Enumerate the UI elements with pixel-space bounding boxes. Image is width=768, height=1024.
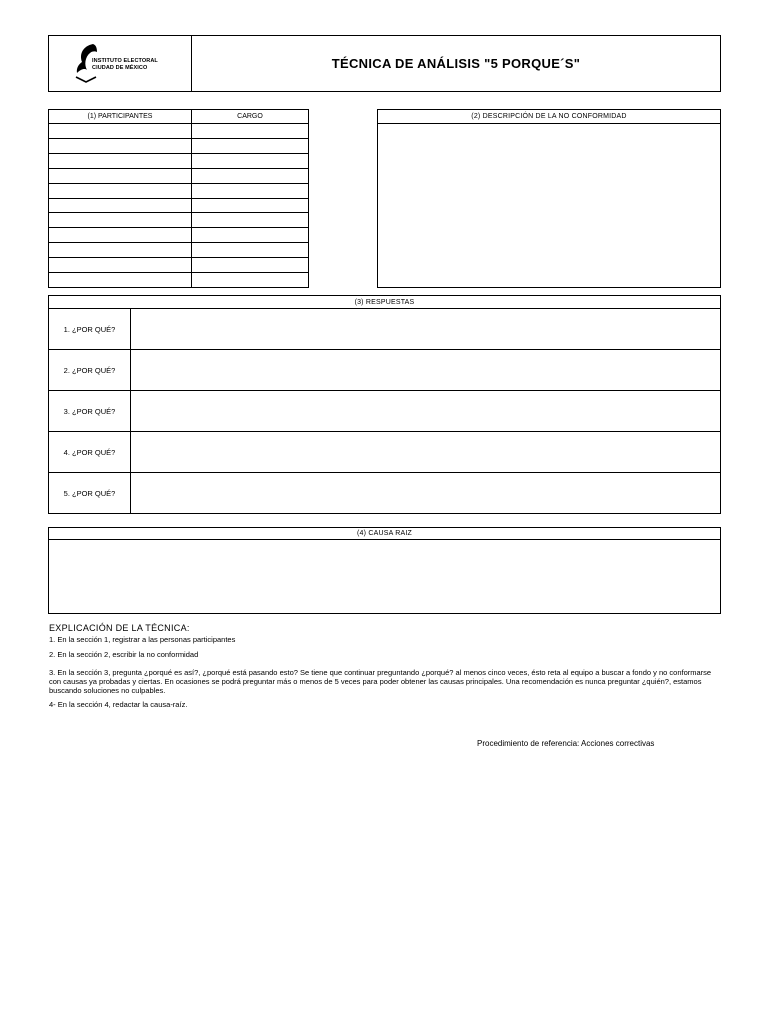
participant-cargo-cell[interactable]	[192, 228, 309, 243]
logo-line-2: CIUDAD DE MÉXICO	[92, 65, 148, 71]
why-answer-3[interactable]	[131, 391, 720, 431]
participant-cargo-cell[interactable]	[192, 243, 309, 258]
root-cause-field[interactable]	[49, 540, 720, 613]
logo-text	[92, 58, 158, 72]
why-row-5	[49, 473, 720, 513]
participant-cargo-cell[interactable]	[192, 153, 309, 168]
participant-name-cell[interactable]	[49, 153, 192, 168]
participant-row	[49, 138, 309, 153]
participant-name-cell[interactable]	[49, 198, 192, 213]
participant-cargo-cell[interactable]	[192, 273, 309, 288]
participant-name-cell[interactable]	[49, 228, 192, 243]
explanation-step-2: 2. En la sección 2, escribir la no conformidad	[49, 650, 199, 659]
participant-cargo-cell[interactable]	[192, 124, 309, 139]
participant-row	[49, 228, 309, 243]
description-section	[377, 109, 721, 288]
participant-row	[49, 183, 309, 198]
cargo-header: CARGO	[192, 110, 309, 124]
explanation-title: EXPLICACIÓN DE LA TÉCNICA:	[49, 623, 190, 633]
responses-section	[48, 295, 721, 514]
why-row-1	[49, 309, 720, 350]
participant-row	[49, 213, 309, 228]
why-label-5: 5. ¿POR QUÉ?	[49, 473, 131, 513]
why-label-4: 4. ¿POR QUÉ?	[49, 432, 131, 472]
participant-row	[49, 258, 309, 273]
why-row-2	[49, 350, 720, 391]
participant-name-cell[interactable]	[49, 243, 192, 258]
participant-row	[49, 198, 309, 213]
reference-procedure: Procedimiento de referencia: Acciones correctivas	[477, 739, 655, 748]
participant-cargo-cell[interactable]	[192, 168, 309, 183]
explanation-step-1: 1. En la sección 1, registrar a las personas participantes	[49, 635, 236, 644]
why-answer-5[interactable]	[131, 473, 720, 513]
why-row-4	[49, 432, 720, 473]
document-header	[48, 35, 721, 92]
root-cause-header: (4) CAUSA RAIZ	[49, 528, 720, 540]
why-answer-4[interactable]	[131, 432, 720, 472]
participant-name-cell[interactable]	[49, 124, 192, 139]
participant-row	[49, 168, 309, 183]
participants-header: (1) PARTICIPANTES	[49, 110, 192, 124]
why-label-1: 1. ¿POR QUÉ?	[49, 309, 131, 349]
responses-header: (3) RESPUESTAS	[49, 296, 720, 309]
participant-cargo-cell[interactable]	[192, 198, 309, 213]
participant-cargo-cell[interactable]	[192, 183, 309, 198]
explanation-step-4: 4- En la sección 4, redactar la causa-raíz.	[49, 700, 188, 709]
explanation-step-3: 3. En la sección 3, pregunta ¿porqué es así?, ¿porqué está pasando esto? Se tiene que continuar preguntando ¿porqué? al menos cinco veces, ésto reta al equipo a buscar a fondo y no conformarse con causas ya probadas y ciertas. En ocasiones se podrá preguntar más o menos de 5 veces para poder obtener las causas principales. Una recomendación es nunca preguntar ¿quién?, estamos buscando soluciones no culpables.	[49, 668, 712, 695]
document-title: TÉCNICA DE ANÁLISIS "5 PORQUE´S"	[331, 56, 581, 71]
logo-line-1: INSTITUTO ELECTORAL	[92, 58, 158, 64]
participant-name-cell[interactable]	[49, 183, 192, 198]
participant-name-cell[interactable]	[49, 138, 192, 153]
participant-row	[49, 243, 309, 258]
participant-name-cell[interactable]	[49, 213, 192, 228]
why-row-3	[49, 391, 720, 432]
logo-cell	[49, 36, 192, 91]
participant-name-cell[interactable]	[49, 273, 192, 288]
participant-row	[49, 273, 309, 288]
participant-cargo-cell[interactable]	[192, 213, 309, 228]
root-cause-section	[48, 527, 721, 614]
why-label-3: 3. ¿POR QUÉ?	[49, 391, 131, 431]
participant-name-cell[interactable]	[49, 168, 192, 183]
participant-cargo-cell[interactable]	[192, 138, 309, 153]
description-header: (2) DESCRIPCIÓN DE LA NO CONFORMIDAD	[378, 110, 720, 124]
participant-cargo-cell[interactable]	[192, 258, 309, 273]
why-label-2: 2. ¿POR QUÉ?	[49, 350, 131, 390]
participant-name-cell[interactable]	[49, 258, 192, 273]
description-field[interactable]	[378, 124, 720, 287]
why-answer-2[interactable]	[131, 350, 720, 390]
participants-table	[48, 109, 309, 288]
participants-grid	[48, 109, 309, 288]
why-answer-1[interactable]	[131, 309, 720, 349]
participant-row	[49, 153, 309, 168]
participant-row	[49, 124, 309, 139]
